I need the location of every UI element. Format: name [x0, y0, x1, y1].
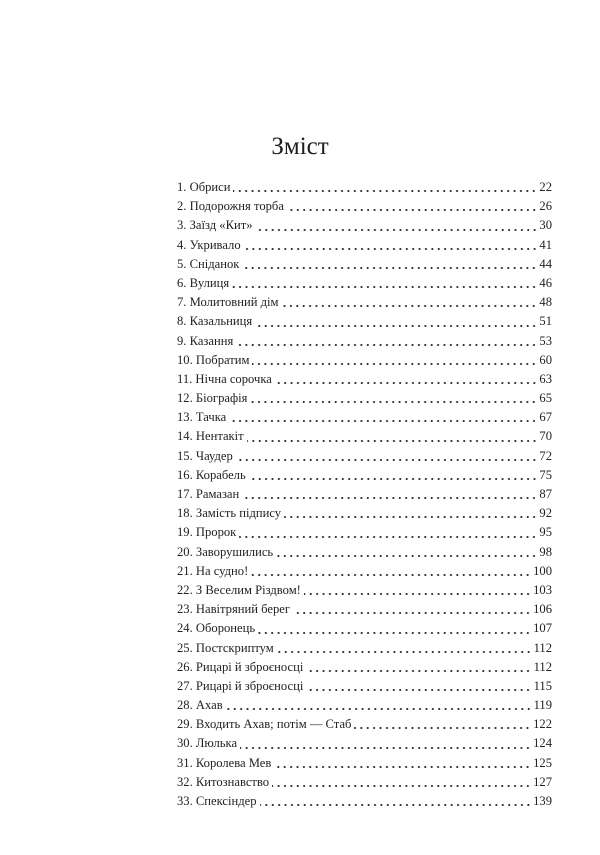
toc-entry-title: 30. Люлька [177, 736, 238, 751]
toc-entry-title: 16. Корабель [177, 467, 246, 482]
toc-entry-page: 87 [539, 487, 552, 501]
toc-entry-title: 28. Ахав [177, 698, 223, 713]
toc-entry [177, 619, 552, 638]
toc-entry [177, 255, 552, 274]
toc-entry-page: 139 [533, 794, 552, 808]
toc-entry [177, 332, 552, 351]
toc-entry-title: 31. Королева Мев [177, 755, 272, 770]
toc-entry-title: 2. Подорожня торба [177, 199, 284, 214]
toc-entry [177, 600, 552, 619]
toc-entry [177, 504, 552, 523]
toc-entry-title: 11. Нічна сорочка [177, 371, 272, 386]
toc-entry [177, 447, 552, 466]
toc-entry [177, 178, 552, 197]
toc-entry-page: 112 [533, 659, 552, 674]
toc-entry-page: 103 [533, 582, 552, 597]
toc-entry-title: 22. З Веселим Різдвом! [177, 582, 301, 597]
toc-entry [177, 370, 552, 389]
toc-entry [177, 274, 552, 293]
toc-entry [177, 773, 552, 792]
toc-entry-page: 127 [533, 774, 552, 789]
toc-entry [177, 715, 552, 734]
toc-entry-page: 63 [539, 371, 552, 386]
toc-entry-page: 100 [533, 563, 552, 578]
toc-entry-title: 21. На судно! [177, 563, 249, 578]
toc-entry-page: 107 [533, 621, 552, 636]
toc-entry [177, 389, 552, 408]
dot-leader [281, 298, 537, 308]
toc-entry-title: 15. Чаудер [177, 448, 233, 463]
toc-entry [177, 658, 552, 677]
dot-leader [287, 202, 537, 212]
toc-entry-title: 23. Навітряний берег [177, 602, 291, 617]
dot-leader [242, 490, 537, 500]
dot-leader [354, 720, 531, 730]
toc-entry-page: 106 [533, 602, 552, 617]
toc-entry [177, 639, 552, 658]
toc-entry [177, 351, 552, 370]
toc-entry-title: 1. Обриси [177, 180, 231, 194]
toc-entry-title: 33. Спексіндер [177, 794, 257, 808]
toc-entry-page: 22 [539, 180, 552, 194]
toc-entry-title: 27. Рицарі й зброєносці [177, 678, 304, 693]
toc-entry-page: 124 [533, 736, 552, 751]
dot-leader [247, 433, 538, 443]
dot-leader [306, 682, 531, 692]
toc-entry-title: 19. Пророк [177, 525, 237, 540]
toc-entry-page: 30 [539, 218, 552, 233]
dot-leader [244, 241, 538, 251]
toc-entry-title: 20. Заворушились [177, 544, 274, 559]
dot-leader [256, 222, 538, 232]
dot-leader [236, 337, 537, 347]
toc-entry-page: 112 [533, 640, 552, 655]
toc-entry-title: 13. Тачка [177, 410, 227, 425]
toc-entry-title: 10. Побратим [177, 352, 250, 367]
toc-entry [177, 792, 552, 811]
dot-leader [284, 509, 537, 519]
toc-entry-title: 17. Рамазан [177, 487, 240, 501]
toc-entry-page: 72 [539, 448, 552, 463]
dot-leader [249, 471, 538, 481]
dot-leader [274, 759, 531, 769]
toc-entry [177, 581, 552, 600]
dot-leader [229, 413, 537, 423]
table-of-contents [177, 178, 552, 811]
dot-leader [275, 375, 538, 385]
dot-leader [293, 605, 531, 615]
toc-entry-title: 5. Сніданок [177, 256, 240, 271]
toc-entry-page: 95 [539, 525, 552, 540]
dot-leader [277, 644, 532, 654]
toc-entry-title: 18. Замість підпису [177, 506, 282, 521]
toc-entry-page: 41 [539, 237, 552, 252]
toc-entry-title: 32. Китознавство [177, 774, 270, 789]
dot-leader [258, 625, 531, 635]
toc-entry-page: 65 [539, 391, 552, 406]
toc-entry-page: 125 [533, 755, 552, 770]
toc-entry-page: 60 [539, 352, 552, 367]
toc-entry [177, 754, 552, 773]
toc-entry-page: 119 [533, 698, 552, 713]
toc-entry-title: 3. Заїзд «Кит» [177, 218, 253, 233]
dot-leader [304, 586, 531, 596]
toc-entry [177, 466, 552, 485]
toc-entry [177, 677, 552, 696]
dot-leader [240, 740, 531, 750]
toc-entry [177, 236, 552, 255]
toc-entry-page: 46 [539, 275, 552, 290]
toc-entry-page: 122 [533, 717, 552, 732]
toc-entry-page: 53 [539, 333, 552, 348]
toc-entry-title: 8. Казальниця [177, 314, 253, 329]
toc-entry [177, 543, 552, 562]
dot-leader [239, 529, 537, 539]
toc-entry [177, 293, 552, 312]
dot-leader [255, 318, 537, 328]
toc-entry-page: 67 [539, 410, 552, 425]
toc-entry-title: 6. Вулиця [177, 275, 230, 290]
toc-entry-page: 92 [539, 506, 552, 521]
toc-entry [177, 216, 552, 235]
dot-leader [276, 548, 537, 558]
toc-entry [177, 197, 552, 216]
toc-entry-page: 98 [539, 544, 552, 559]
toc-entry-title: 26. Рицарі й зброєносці [177, 659, 304, 674]
toc-entry-title: 4. Укривало [177, 237, 241, 252]
dot-leader [250, 394, 537, 404]
dot-leader [272, 778, 531, 788]
dot-leader [226, 701, 532, 711]
toc-entry [177, 696, 552, 715]
dot-leader [236, 452, 538, 462]
toc-entry [177, 408, 552, 427]
dot-leader [232, 279, 537, 289]
dot-leader [242, 260, 537, 270]
toc-entry [177, 312, 552, 331]
toc-entry [177, 485, 552, 504]
toc-entry-page: 44 [539, 256, 552, 271]
toc-entry-title: 12. Біографія [177, 391, 248, 406]
toc-entry-title: 29. Входить Ахав; потім — Стаб [177, 717, 352, 732]
toc-entry-page: 70 [539, 429, 552, 444]
dot-leader [233, 183, 537, 193]
toc-entry-title: 14. Нентакіт [177, 429, 244, 444]
dot-leader [252, 356, 537, 366]
toc-entry-page: 26 [539, 199, 552, 214]
toc-entry-title: 24. Оборонець [177, 621, 256, 636]
dot-leader [251, 567, 531, 577]
toc-entry-title: 25. Постскриптум [177, 640, 274, 655]
toc-entry-title: 9. Казання [177, 333, 234, 348]
toc-entry-page: 75 [539, 467, 552, 482]
toc-entry [177, 562, 552, 581]
toc-entry-page: 48 [539, 295, 552, 310]
dot-leader [260, 797, 532, 807]
page-title: Зміст [271, 133, 329, 160]
toc-entry [177, 523, 552, 542]
toc-entry-title: 7. Молитовний дім [177, 295, 279, 310]
toc-entry-page: 51 [539, 314, 552, 329]
toc-entry [177, 734, 552, 753]
toc-entry-page: 115 [533, 678, 552, 693]
toc-entry [177, 427, 552, 446]
dot-leader [306, 663, 531, 673]
